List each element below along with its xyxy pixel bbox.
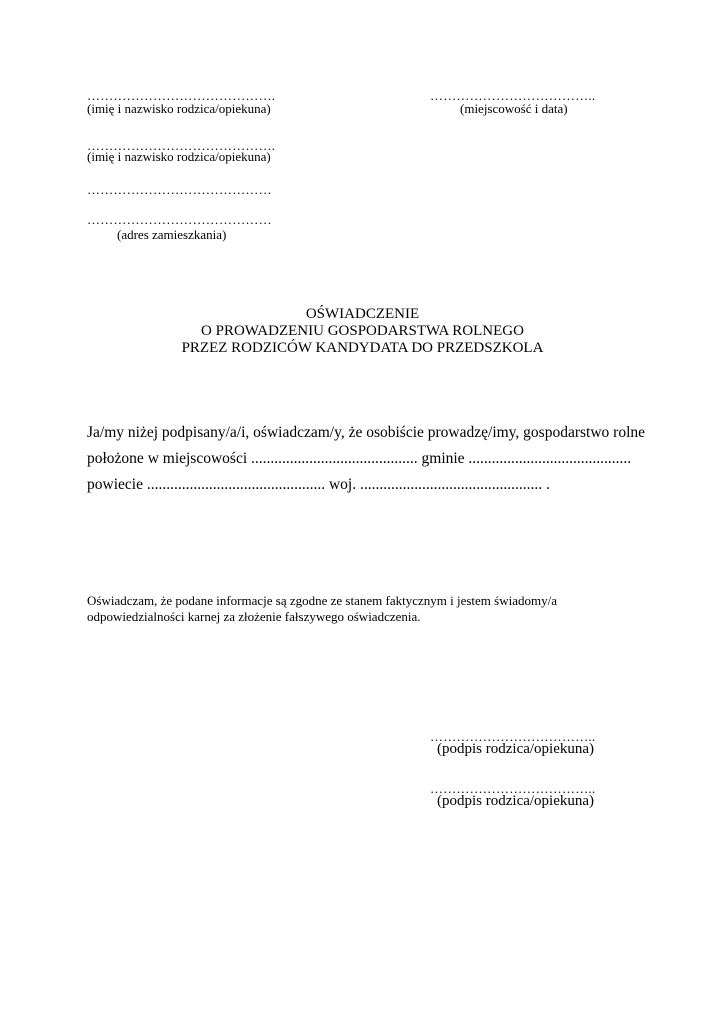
parent1-name-label: (imię i nazwisko rodzica/opiekuna) [87,101,271,116]
statement-line-2: położone w miejscowości ........................................... gminie .......................................... [87,450,632,467]
place-date-dots: ……………………………….. [430,88,596,103]
parent2-name-label: (imię i nazwisko rodzica/opiekuna) [87,149,271,164]
doc-subtitle-2: PRZEZ RODZICÓW KANDYDATA DO PRZEDSZKOLA [181,340,544,356]
declaration-line-2: odpowiedzialności karnej za złożenie fałszywego oświadczenia. [87,609,421,624]
address-dots-2: …………………………………… [87,212,272,227]
signature-1-dots: ……………………………….. [430,729,596,744]
address-dots-1: …………………………………… [87,182,272,197]
signature-1-label: (podpis rodzica/opiekuna) [437,741,595,757]
statement-line-1: Ja/my niżej podpisany/a/i, oświadczam/y, że osobiście prowadzę/imy, gospodarstwo rolne [87,424,645,441]
place-date-label: (miejscowość i data) [460,101,568,116]
parent1-name-dots: ……………………………………. [87,88,276,103]
parent2-name-dots: ……………………………………. [87,138,276,153]
signature-2-label: (podpis rodzica/opiekuna) [437,793,595,809]
doc-title: OŚWIADCZENIE [305,306,420,322]
address-label: (adres zamieszkania) [117,227,227,242]
statement-line-3: powiecie .............................................. woj. ............................................... . [87,476,550,493]
doc-subtitle-1: O PROWADZENIU GOSPODARSTWA ROLNEGO [201,323,524,339]
declaration-line-1: Oświadczam, że podane informacje są zgodne ze stanem faktycznym i jestem świadomy/a [87,593,557,608]
signature-2-dots: ……………………………….. [430,781,596,796]
